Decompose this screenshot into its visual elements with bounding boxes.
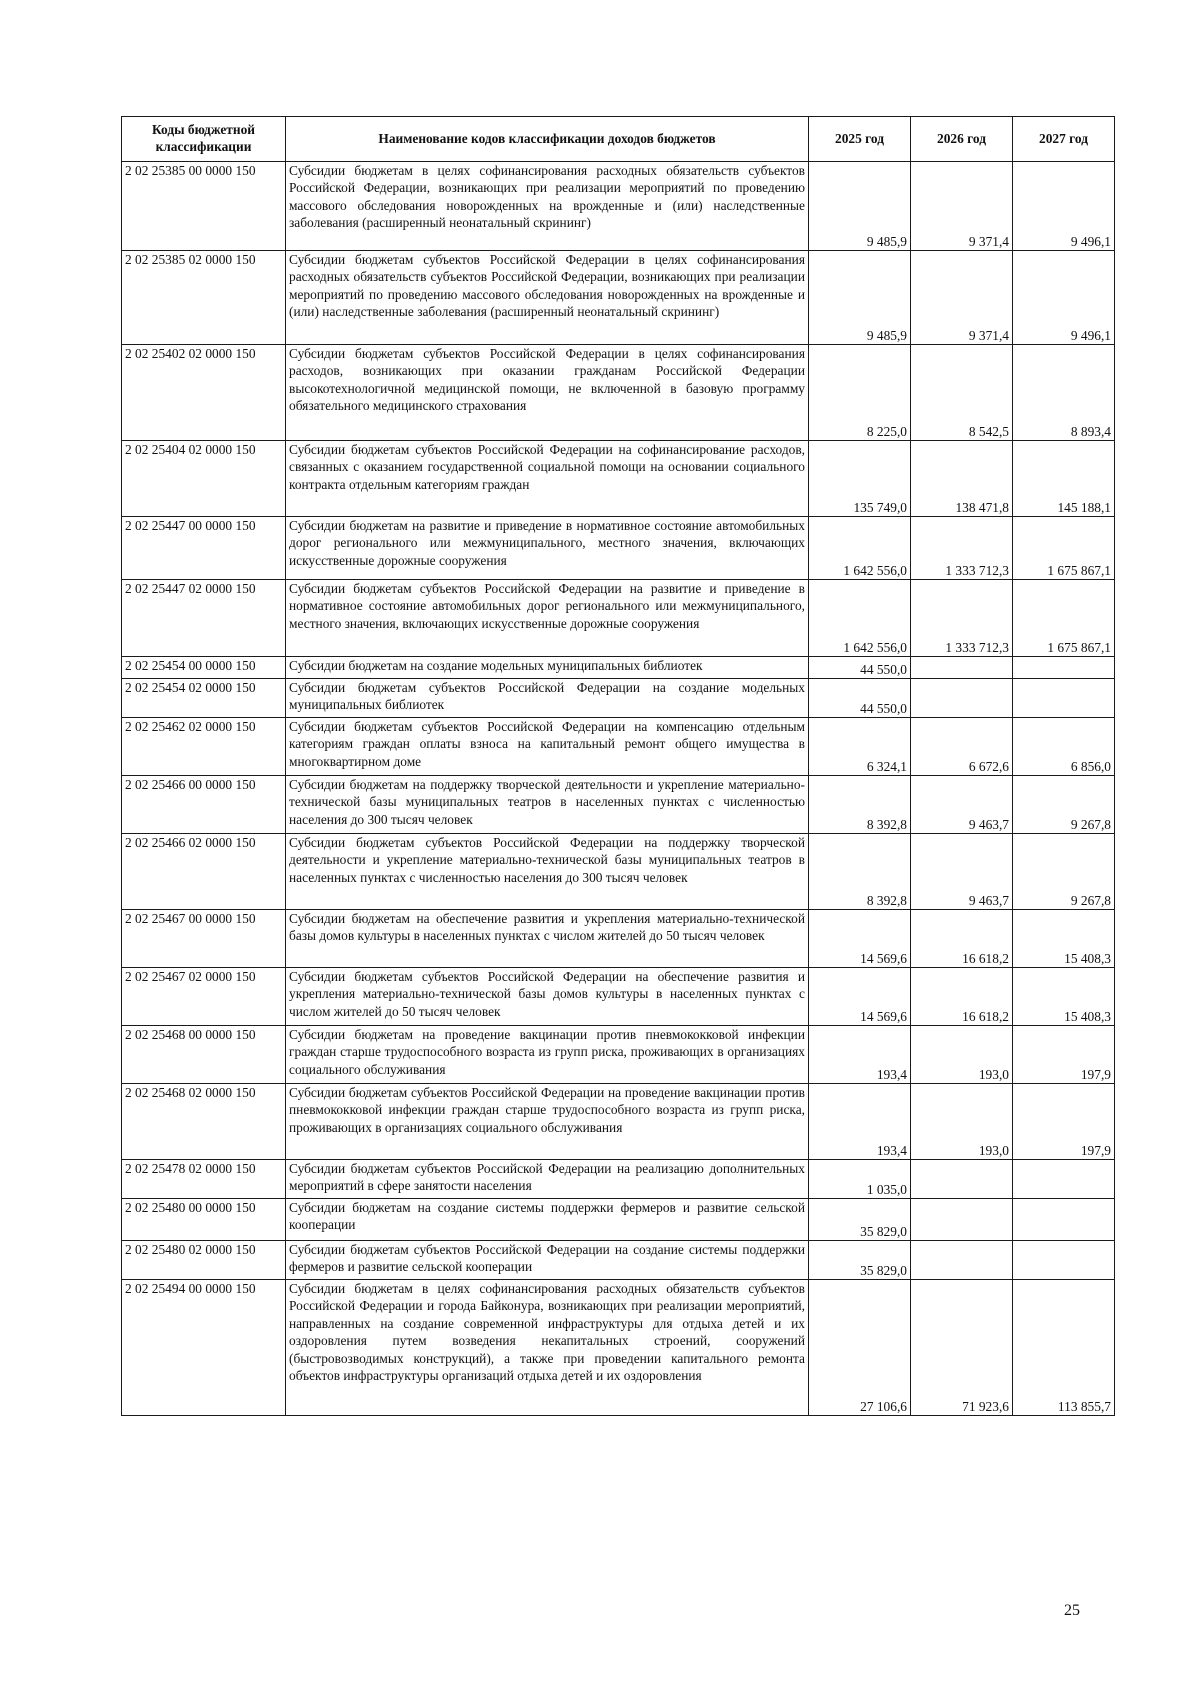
code-cell: 2 02 25404 02 0000 150 xyxy=(122,441,286,517)
name-cell: Субсидии бюджетам на обеспечение развития и укрепления материально-технической базы домов культуры в населенных пунктах с числом жителей до 50 тысяч человек xyxy=(286,910,809,968)
value-2027 xyxy=(1013,679,1115,718)
value-2025: 193,4 xyxy=(809,1026,911,1084)
value-2025: 35 829,0 xyxy=(809,1241,911,1280)
value-2026 xyxy=(911,1160,1013,1199)
value-2025: 6 324,1 xyxy=(809,718,911,776)
code-cell: 2 02 25478 02 0000 150 xyxy=(122,1160,286,1199)
value-2025: 9 485,9 xyxy=(809,251,911,345)
value-2026: 16 618,2 xyxy=(911,968,1013,1026)
value-2026: 1 333 712,3 xyxy=(911,517,1013,580)
code-cell: 2 02 25480 00 0000 150 xyxy=(122,1199,286,1241)
name-cell: Субсидии бюджетам субъектов Российской Федерации на развитие и приведение в нормативное состояние автомобильных дорог регионального или межмуниципального, местного значения, включающих искусственные дорожные сооружения xyxy=(286,580,809,657)
code-cell: 2 02 25447 00 0000 150 xyxy=(122,517,286,580)
value-2025: 135 749,0 xyxy=(809,441,911,517)
code-cell: 2 02 25480 02 0000 150 xyxy=(122,1241,286,1280)
code-cell: 2 02 25447 02 0000 150 xyxy=(122,580,286,657)
code-cell: 2 02 25462 02 0000 150 xyxy=(122,718,286,776)
table-row xyxy=(122,345,1115,441)
value-2027: 9 267,8 xyxy=(1013,776,1115,834)
name-cell: Субсидии бюджетам в целях софинансирования расходных обязательств субъектов Российской Федерации и города Байконура, возникающих при реализации мероприятий, направленных на создание современной инфраструктуры для отдыха детей и их оздоровления путем возведения некапитальных строений, сооружений (быстровозводимых конструкций), а также при проведении капитального ремонта объектов инфраструктуры организаций отдыха детей и их оздоровления xyxy=(286,1280,809,1416)
table-row xyxy=(122,1026,1115,1084)
code-cell: 2 02 25468 02 0000 150 xyxy=(122,1084,286,1160)
value-2025: 8 392,8 xyxy=(809,776,911,834)
value-2026 xyxy=(911,1199,1013,1241)
table-row xyxy=(122,1241,1115,1280)
value-2027: 113 855,7 xyxy=(1013,1280,1115,1416)
value-2025: 44 550,0 xyxy=(809,679,911,718)
name-cell: Субсидии бюджетам субъектов Российской Федерации в целях софинансирования расходов, возникающих при оказании гражданам Российской Федерации высокотехнологичной медицинской помощи, не включенной в базовую программу обязательного медицинского страхования xyxy=(286,345,809,441)
table-header-row xyxy=(122,117,1115,162)
value-2025: 1 035,0 xyxy=(809,1160,911,1199)
table-row xyxy=(122,657,1115,679)
code-cell: 2 02 25402 02 0000 150 xyxy=(122,345,286,441)
name-cell: Субсидии бюджетам субъектов Российской Федерации на обеспечение развития и укрепления материально-технической базы домов культуры в населенных пунктах с числом жителей до 50 тысяч человек xyxy=(286,968,809,1026)
code-cell: 2 02 25467 00 0000 150 xyxy=(122,910,286,968)
header-2027: 2027 год xyxy=(1013,117,1115,162)
value-2026 xyxy=(911,1241,1013,1280)
table-row xyxy=(122,1280,1115,1416)
value-2027: 9 496,1 xyxy=(1013,162,1115,251)
code-cell: 2 02 25385 00 0000 150 xyxy=(122,162,286,251)
name-cell: Субсидии бюджетам субъектов Российской Федерации на проведение вакцинации против пневмококковой инфекции граждан старше трудоспособного возраста из групп риска, проживающих в организациях социального обслуживания xyxy=(286,1084,809,1160)
code-cell: 2 02 25466 00 0000 150 xyxy=(122,776,286,834)
name-cell: Субсидии бюджетам на создание модельных муниципальных библиотек xyxy=(286,657,809,679)
value-2026 xyxy=(911,657,1013,679)
value-2026: 16 618,2 xyxy=(911,910,1013,968)
header-2025: 2025 год xyxy=(809,117,911,162)
value-2027: 15 408,3 xyxy=(1013,910,1115,968)
table-row xyxy=(122,580,1115,657)
value-2025: 35 829,0 xyxy=(809,1199,911,1241)
value-2026 xyxy=(911,679,1013,718)
value-2026: 71 923,6 xyxy=(911,1280,1013,1416)
value-2027: 1 675 867,1 xyxy=(1013,517,1115,580)
value-2025: 193,4 xyxy=(809,1084,911,1160)
value-2027: 8 893,4 xyxy=(1013,345,1115,441)
table-row xyxy=(122,1160,1115,1199)
value-2026: 9 371,4 xyxy=(911,162,1013,251)
table-row xyxy=(122,162,1115,251)
code-cell: 2 02 25454 02 0000 150 xyxy=(122,679,286,718)
value-2025: 9 485,9 xyxy=(809,162,911,251)
name-cell: Субсидии бюджетам на поддержку творческой деятельности и укрепление материально-технической базы муниципальных театров в населенных пунктах с численностью населения до 300 тысяч человек xyxy=(286,776,809,834)
name-cell: Субсидии бюджетам на развитие и приведение в нормативное состояние автомобильных дорог регионального или межмуниципального, местного значения, включающих искусственные дорожные сооружения xyxy=(286,517,809,580)
value-2027: 197,9 xyxy=(1013,1084,1115,1160)
budget-classification-table xyxy=(121,116,1115,1416)
page-number: 25 xyxy=(1064,1602,1080,1619)
table-row xyxy=(122,718,1115,776)
value-2025: 14 569,6 xyxy=(809,910,911,968)
value-2027 xyxy=(1013,657,1115,679)
code-cell: 2 02 25385 02 0000 150 xyxy=(122,251,286,345)
table-row xyxy=(122,1199,1115,1241)
value-2026: 138 471,8 xyxy=(911,441,1013,517)
value-2026: 193,0 xyxy=(911,1084,1013,1160)
name-cell: Субсидии бюджетам на создание системы поддержки фермеров и развитие сельской кооперации xyxy=(286,1199,809,1241)
table-row xyxy=(122,1084,1115,1160)
value-2025: 8 225,0 xyxy=(809,345,911,441)
value-2026: 9 463,7 xyxy=(911,776,1013,834)
name-cell: Субсидии бюджетам субъектов Российской Федерации на создание системы поддержки фермеров и развитие сельской кооперации xyxy=(286,1241,809,1280)
value-2026: 1 333 712,3 xyxy=(911,580,1013,657)
name-cell: Субсидии бюджетам субъектов Российской Федерации на софинансирование расходов, связанных с оказанием государственной социальной помощи на основании социального контракта отдельным категориям граждан xyxy=(286,441,809,517)
value-2026: 8 542,5 xyxy=(911,345,1013,441)
value-2026: 9 371,4 xyxy=(911,251,1013,345)
table-row xyxy=(122,441,1115,517)
value-2027: 1 675 867,1 xyxy=(1013,580,1115,657)
table-row xyxy=(122,679,1115,718)
code-cell: 2 02 25466 02 0000 150 xyxy=(122,834,286,910)
value-2027: 9 496,1 xyxy=(1013,251,1115,345)
header-name: Наименование кодов классификации доходов бюджетов xyxy=(286,117,809,162)
code-cell: 2 02 25468 00 0000 150 xyxy=(122,1026,286,1084)
name-cell: Субсидии бюджетам в целях софинансирования расходных обязательств субъектов Российской Федерации, возникающих при реализации мероприятий по проведению массового обследования новорожденных на врожденные и (или) наследственные заболевания (расширенный неонатальный скрининг) xyxy=(286,162,809,251)
name-cell: Субсидии бюджетам субъектов Российской Федерации на реализацию дополнительных мероприятий в сфере занятости населения xyxy=(286,1160,809,1199)
value-2025: 44 550,0 xyxy=(809,657,911,679)
value-2027 xyxy=(1013,1160,1115,1199)
value-2026: 193,0 xyxy=(911,1026,1013,1084)
code-cell: 2 02 25494 00 0000 150 xyxy=(122,1280,286,1416)
table-row xyxy=(122,910,1115,968)
header-2026: 2026 год xyxy=(911,117,1013,162)
table-row xyxy=(122,776,1115,834)
value-2025: 1 642 556,0 xyxy=(809,580,911,657)
name-cell: Субсидии бюджетам субъектов Российской Федерации на поддержку творческой деятельности и укрепление материально-технической базы муниципальных театров в населенных пунктах с численностью населения до 300 тысяч человек xyxy=(286,834,809,910)
code-cell: 2 02 25454 00 0000 150 xyxy=(122,657,286,679)
value-2027: 145 188,1 xyxy=(1013,441,1115,517)
value-2027: 6 856,0 xyxy=(1013,718,1115,776)
name-cell: Субсидии бюджетам субъектов Российской Федерации в целях софинансирования расходных обязательств субъектов Российской Федерации, возникающих при реализации мероприятий по проведению массового обследования новорожденных на врожденные и (или) наследственные заболевания (расширенный неонатальный скрининг) xyxy=(286,251,809,345)
value-2025: 8 392,8 xyxy=(809,834,911,910)
table-row xyxy=(122,251,1115,345)
name-cell: Субсидии бюджетам субъектов Российской Федерации на создание модельных муниципальных библиотек xyxy=(286,679,809,718)
value-2027: 197,9 xyxy=(1013,1026,1115,1084)
value-2026: 9 463,7 xyxy=(911,834,1013,910)
name-cell: Субсидии бюджетам субъектов Российской Федерации на компенсацию отдельным категориям граждан оплаты взноса на капитальный ремонт общего имущества в многоквартирном доме xyxy=(286,718,809,776)
value-2026: 6 672,6 xyxy=(911,718,1013,776)
value-2027: 9 267,8 xyxy=(1013,834,1115,910)
table-row xyxy=(122,968,1115,1026)
value-2027 xyxy=(1013,1241,1115,1280)
value-2025: 1 642 556,0 xyxy=(809,517,911,580)
table-row xyxy=(122,517,1115,580)
value-2027: 15 408,3 xyxy=(1013,968,1115,1026)
header-code: Коды бюджетной классификации xyxy=(122,117,286,162)
table-row xyxy=(122,834,1115,910)
value-2027 xyxy=(1013,1199,1115,1241)
value-2025: 14 569,6 xyxy=(809,968,911,1026)
name-cell: Субсидии бюджетам на проведение вакцинации против пневмококковой инфекции граждан старше трудоспособного возраста из групп риска, проживающих в организациях социального обслуживания xyxy=(286,1026,809,1084)
code-cell: 2 02 25467 02 0000 150 xyxy=(122,968,286,1026)
value-2025: 27 106,6 xyxy=(809,1280,911,1416)
